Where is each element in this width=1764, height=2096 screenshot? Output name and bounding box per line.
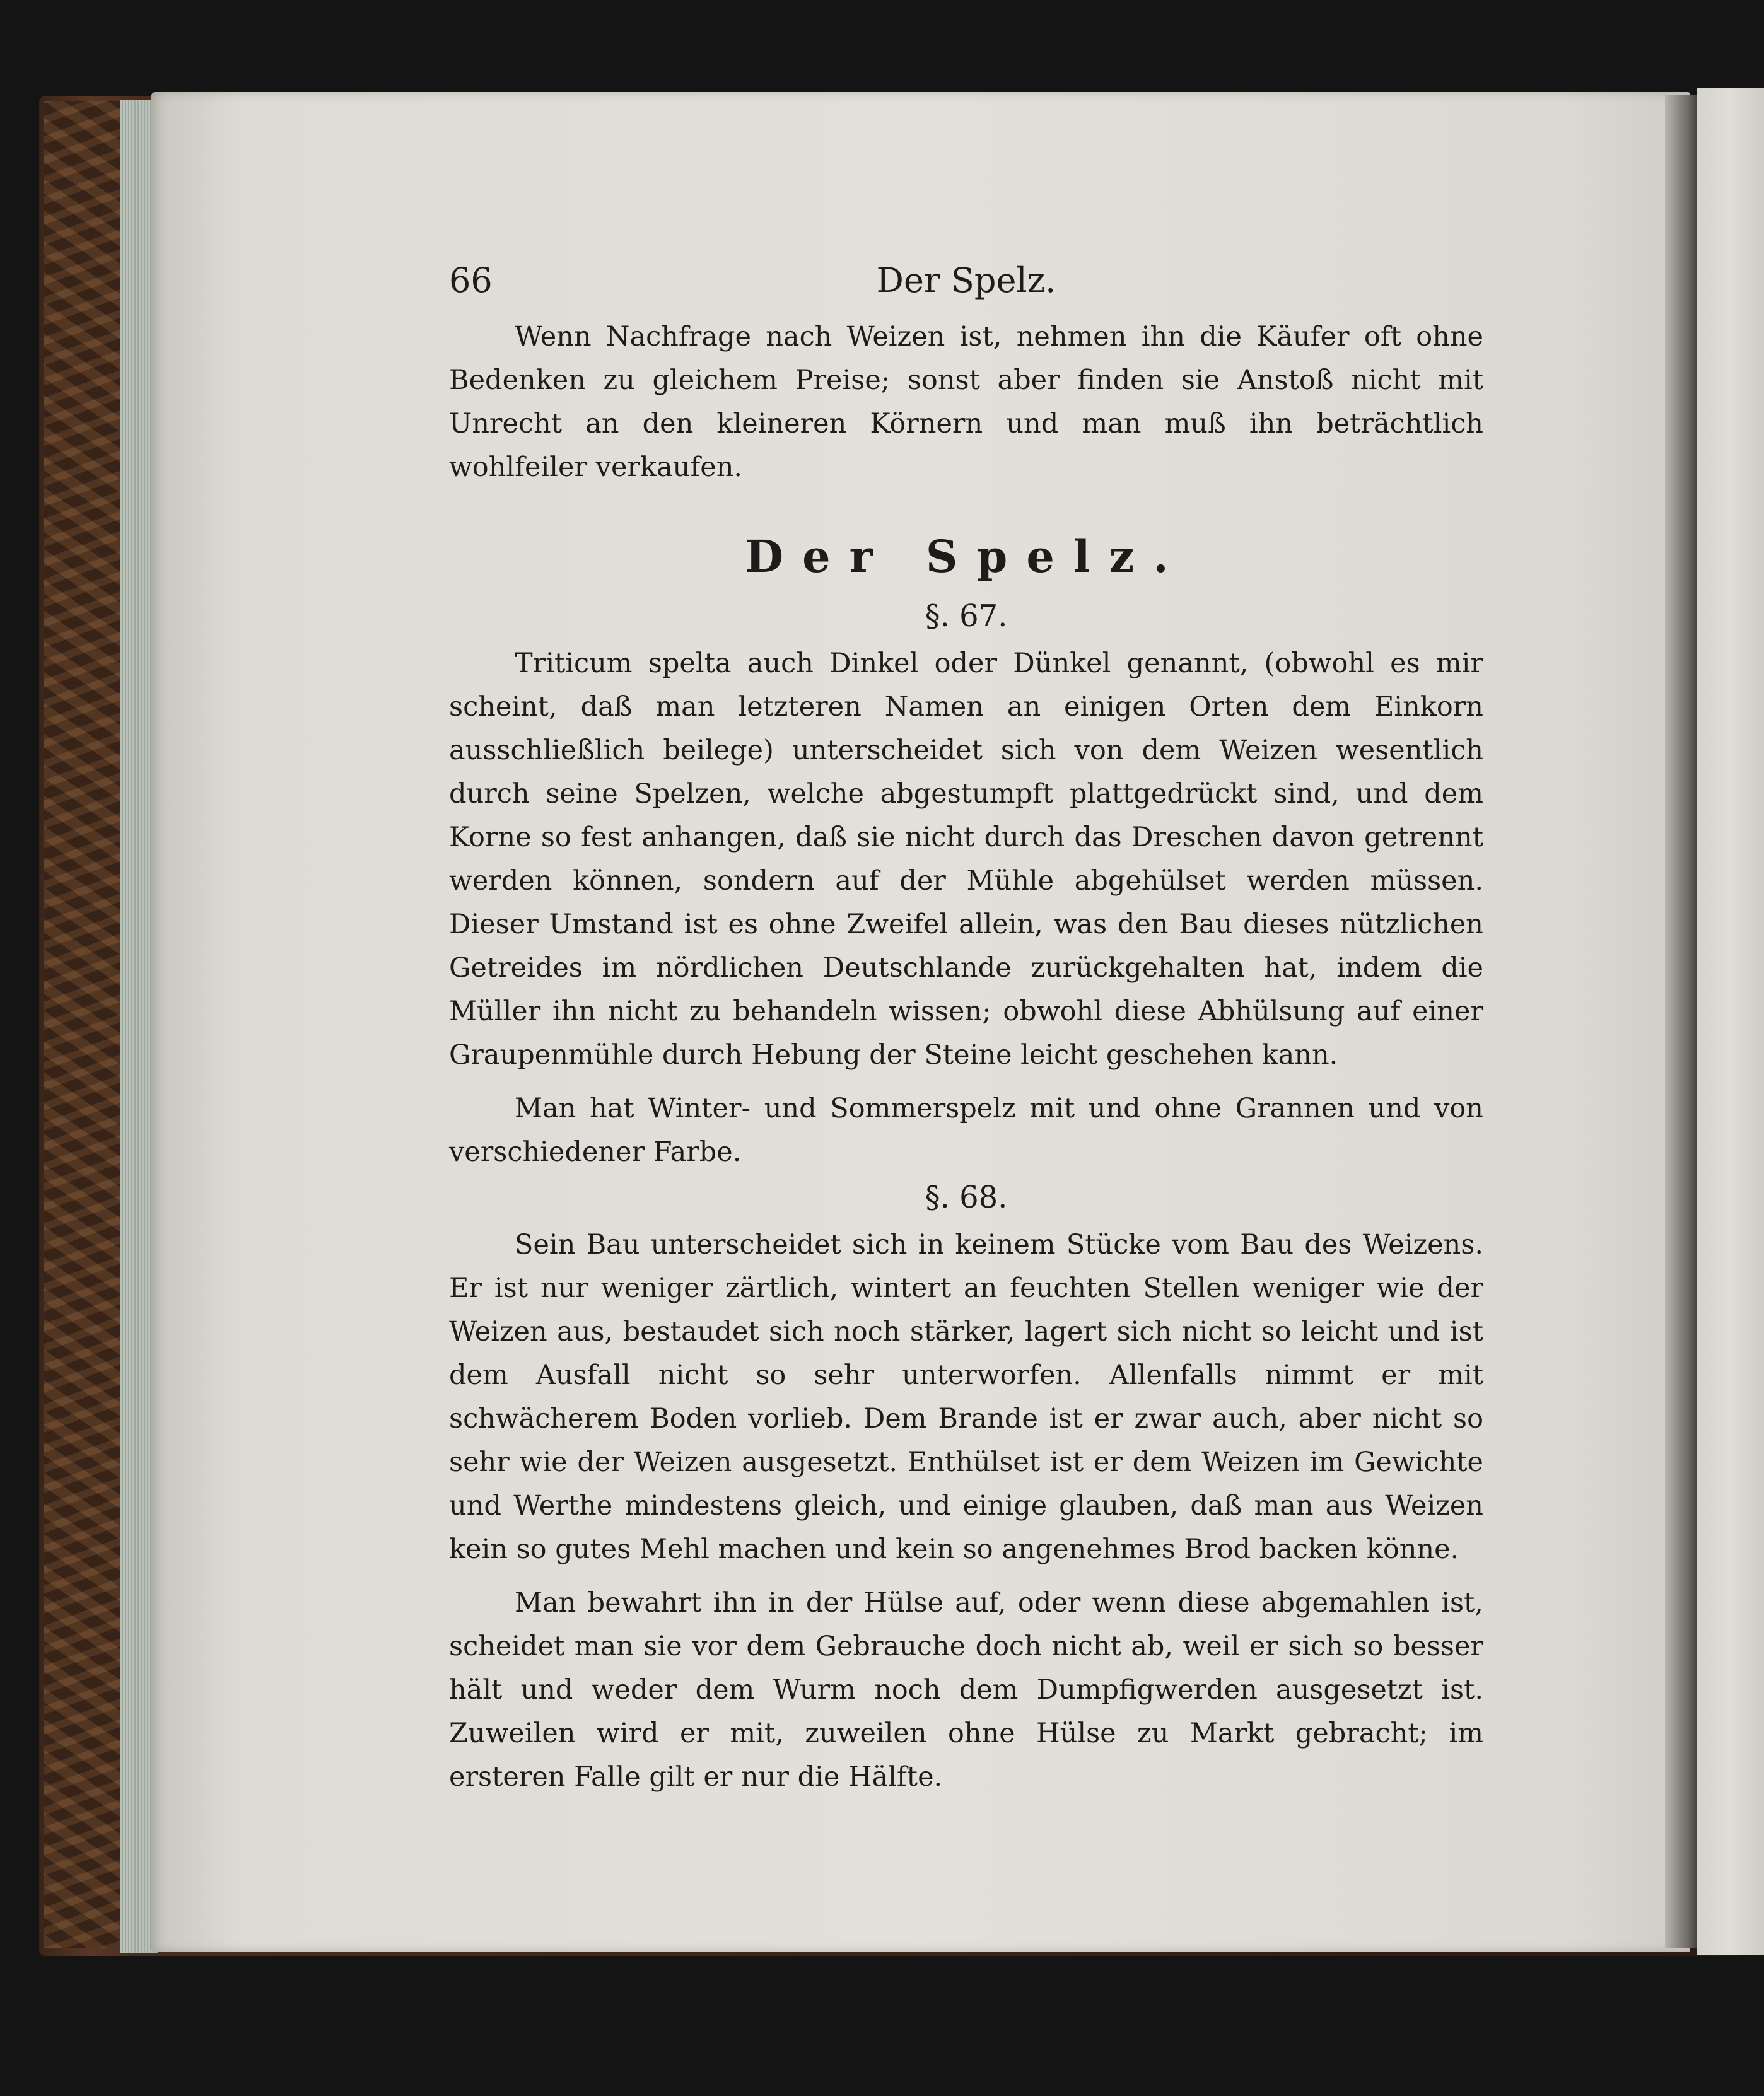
paragraph-68-1: Sein Bau unterscheidet sich in keinem Stücke vom Bau des Weizens. Er ist nur weniger zärtlich, wintert an feuchten Stellen weniger wie der Weizen aus, bestaudet sich noch stärker, lagert sich nicht so leicht und ist dem Ausfall nicht so sehr unterworfen. Allenfalls nimmt er mit schwächerem Boden vorlieb. Dem Brande ist er zwar auch, aber nicht so sehr wie der Weizen ausgesetzt. Enthülset ist er dem Weizen im Gewichte und Werthe mindestens gleich, und einige glauben, daß man aus Weizen kein so gutes Mehl machen und kein so angenehmes Brod backen könne. bbox=[449, 1229, 1483, 1565]
carryover-paragraph: Wenn Nachfrage nach Weizen ist, nehmen ihn die Käufer oft ohne Bedenken zu gleichem Preise; sonst aber finden sie Anstoß nicht mit Unrecht an den kleineren Körnern und man muß ihn beträchtlich wohlfeiler verkaufen. bbox=[449, 321, 1483, 483]
section-number-68: §. 68. bbox=[925, 1180, 1008, 1215]
marbled-endpaper bbox=[44, 101, 120, 1948]
paragraph-67-2: Man hat Winter- und Sommerspelz mit und ohne Grannen und von verschiedener Farbe. bbox=[449, 1093, 1483, 1168]
paragraph-67-1: Triticum spelta auch Dinkel oder Dünkel genannt, (obwohl es mir scheint, daß man letzteren Namen an einigen Orten dem Einkorn ausschließlich beilege) unterscheidet sich von dem Weizen wesentlich durch seine Spelzen, welche abgestumpft plattgedrückt sind, und dem Korne so fest anhangen, daß sie nicht durch das Dreschen davon getrennt werden können, sondern auf der Mühle abgehülset werden müssen. Dieser Umstand ist es ohne Zweifel allein, was den Bau dieses nützlichen Getreides im nördlichen Deutschlande zurückgehalten hat, indem die Müller ihn nicht zu behandeln wissen; obwohl diese Abhülsung auf einer Graupenmühle durch Hebung der Steine leicht geschehen kann. bbox=[449, 648, 1483, 1071]
running-head bbox=[449, 246, 1483, 315]
running-head-title: Der Spelz. bbox=[876, 260, 1056, 300]
text-block bbox=[449, 246, 1483, 1799]
page-number: 66 bbox=[449, 260, 493, 300]
paragraph-68-2: Man bewahrt ihn in der Hülse auf, oder wenn diese abgemahlen ist, scheidet man sie vor dem Gebrauche doch nicht ab, weil er sich so besser hält und weder dem Wurm noch dem Dumpfigwerden ausgesetzt ist. Zuweilen wird er mit, zuweilen ohne Hülse zu Markt gebracht; im ersteren Falle gilt er nur die Hälfte. bbox=[449, 1587, 1483, 1793]
section-number-67: §. 67. bbox=[925, 598, 1008, 634]
chapter-heading: Der Spelz. bbox=[745, 530, 1188, 583]
facing-page-edge bbox=[1697, 88, 1764, 1955]
